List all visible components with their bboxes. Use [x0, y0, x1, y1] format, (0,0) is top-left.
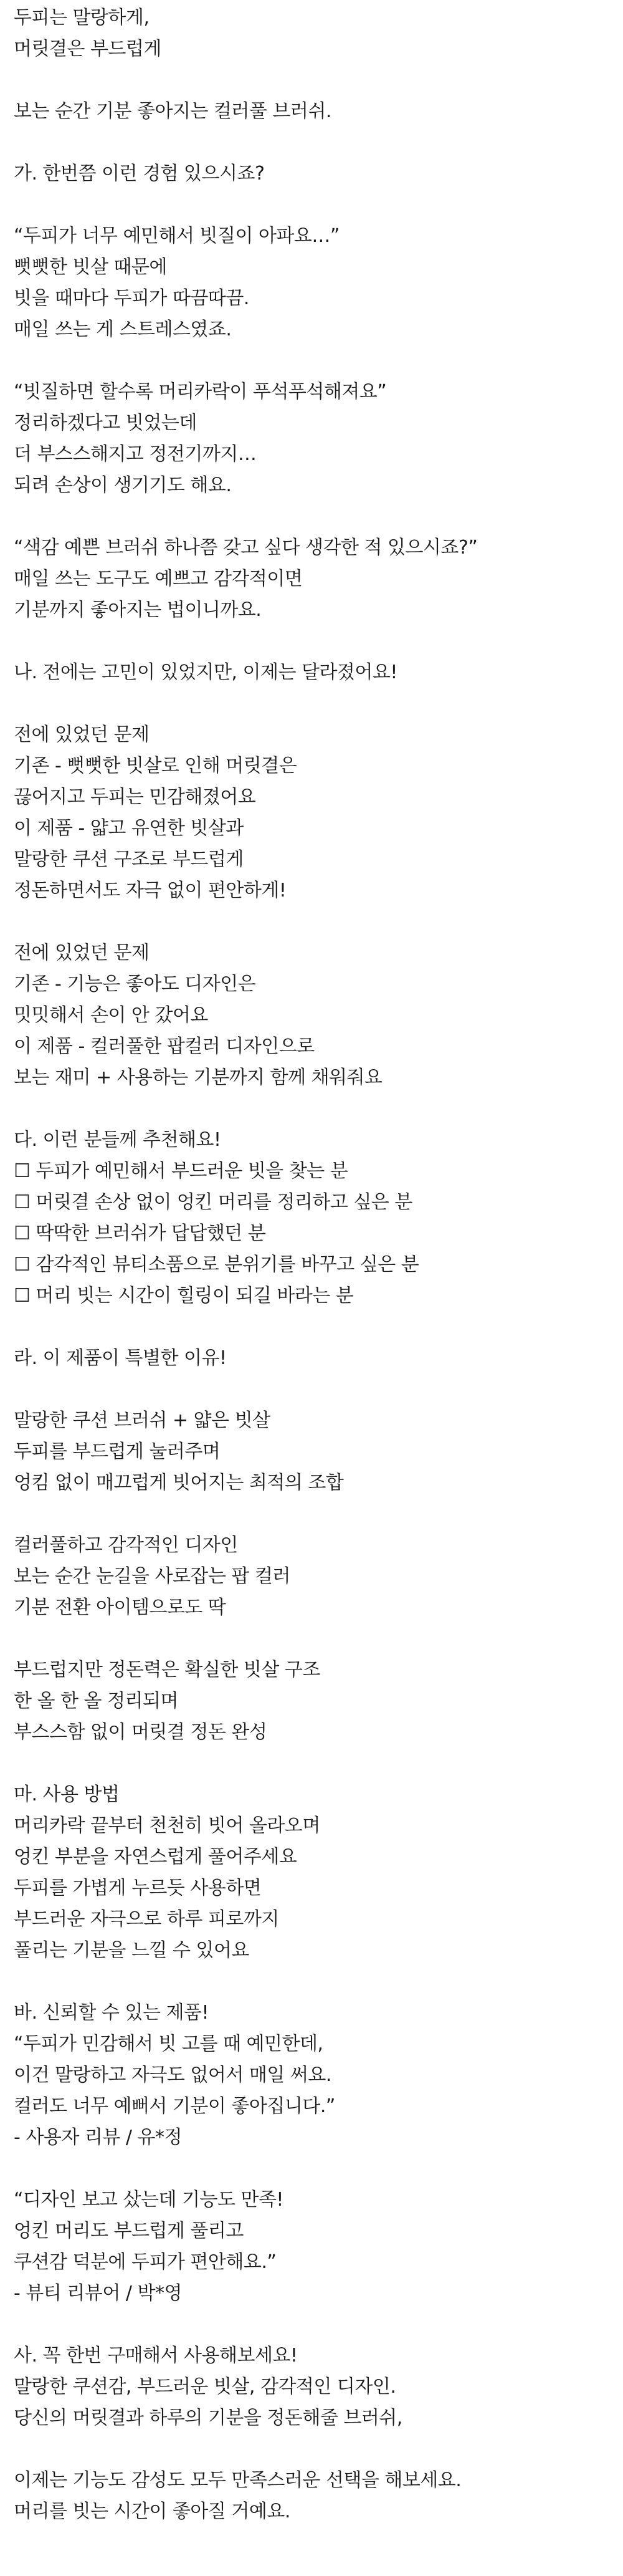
text-line: 이건 말랑하고 자극도 없어서 매일 써요. [14, 2064, 331, 2086]
text-line: “빗질하면 할수록 머리카락이 푸석푸석해져요” [14, 381, 387, 403]
text-block [14, 377, 612, 501]
text-line: 다. 이런 분들께 추천해요! [14, 1129, 221, 1151]
text-line: 사. 꼭 한번 구매해서 사용해보세요! [14, 2345, 298, 2367]
text-line: “색감 예쁜 브러쉬 하나쯤 갖고 싶다 생각한 적 있으시죠?” [14, 537, 478, 559]
text-block [14, 1405, 612, 1499]
text-line: 라. 이 제품이 특별한 이유! [14, 1347, 227, 1369]
text-line: 한 올 한 올 정리되며 [14, 1690, 178, 1712]
text-line: 컬러풀하고 감각적인 디자인 [14, 1534, 238, 1556]
text-line: 보는 순간 눈길을 사로잡는 팝 컬러 [14, 1565, 290, 1587]
text-block [14, 1125, 612, 1312]
text-block [14, 719, 612, 906]
text-line: 기존 - 기능은 좋아도 디자인은 [14, 973, 256, 995]
text-block [14, 221, 612, 345]
text-block [14, 158, 612, 190]
text-line: “두피가 민감해서 빗 고를 때 예민한데, [14, 2033, 323, 2055]
text-block [14, 532, 612, 626]
text-block [14, 1779, 612, 1966]
text-line: 매일 쓰는 게 스트레스였죠. [14, 319, 232, 340]
text-line: 전에 있었던 문제 [14, 942, 150, 964]
text-line: 말랑한 쿠션 브러쉬 + 얇은 빗살 [14, 1410, 270, 1431]
text-line: 풀리는 기분을 느낄 수 있어요 [14, 1939, 249, 1961]
text-line: 엉킴 없이 매끄럽게 빗어지는 최적의 조합 [14, 1472, 344, 1494]
text-line: 두피를 가볍게 누르듯 사용하면 [14, 1877, 262, 1899]
text-line: 더 부스스해지고 정전기까지… [14, 443, 257, 465]
text-block [14, 938, 612, 1093]
text-block [14, 657, 612, 688]
product-description-document [14, 0, 612, 2559]
text-line: 당신의 머릿결과 하루의 기분을 정돈해줄 브러쉬, [14, 2407, 402, 2429]
text-line: 보는 재미 + 사용하는 기분까지 함께 채워줘요 [14, 1067, 383, 1089]
text-line: 기존 - 뻣뻣한 빗살로 인해 머릿결은 [14, 755, 297, 777]
text-block [14, 1343, 612, 1374]
text-line: ☐ 머릿결 손상 없이 엉킨 머리를 정리하고 싶은 분 [14, 1191, 412, 1213]
text-line: 엉킨 머리도 부드럽게 풀리고 [14, 2220, 244, 2242]
text-line: 엉킨 부분을 자연스럽게 풀어주세요 [14, 1846, 297, 1868]
text-line: “디자인 보고 샀는데 기능도 만족! [14, 2189, 283, 2211]
text-block [14, 1530, 612, 1623]
text-line: 두피는 말랑하게, [14, 7, 150, 29]
text-line: ☐ 두피가 예민해서 부드러운 빗을 찾는 분 [14, 1160, 348, 1182]
text-block [14, 2184, 612, 2309]
text-line: 기분 전환 아이템으로도 딱 [14, 1597, 226, 1618]
text-line: 밋밋해서 손이 안 갔어요 [14, 1004, 208, 1026]
text-line: 끊어지고 두피는 민감해졌어요 [14, 786, 256, 808]
text-line: 이 제품 - 컬러풀한 팝컬러 디자인으로 [14, 1036, 315, 1057]
text-block [14, 2340, 612, 2434]
text-line: 바. 신뢰할 수 있는 제품! [14, 2002, 209, 2024]
text-block [14, 2465, 612, 2527]
text-line: 머릿결은 부드럽게 [14, 38, 161, 60]
text-line: ☐ 감각적인 뷰티소품으로 분위기를 바꾸고 싶은 분 [14, 1254, 419, 1276]
text-line: 머리카락 끝부터 천천히 빗어 올라오며 [14, 1815, 320, 1837]
text-line: 정리하겠다고 빗었는데 [14, 412, 197, 434]
text-line: 기분까지 좋아지는 법이니까요. [14, 599, 262, 621]
text-line: 말랑한 쿠션감, 부드러운 빗살, 감각적인 디자인. [14, 2376, 396, 2398]
text-line: 전에 있었던 문제 [14, 724, 150, 746]
text-block [14, 2, 612, 65]
text-line: 이 제품 - 얇고 유연한 빗살과 [14, 817, 244, 839]
text-line: 마. 사용 방법 [14, 1784, 120, 1805]
text-line: 이제는 기능도 감성도 모두 만족스러운 선택을 해보세요. [14, 2469, 462, 2491]
text-line: 빗을 때마다 두피가 따끔따끔. [14, 287, 249, 309]
text-line: 되려 손상이 생기기도 해요. [14, 474, 232, 496]
text-block [14, 96, 612, 127]
text-line: 정돈하면서도 자극 없이 편안하게! [14, 880, 287, 901]
text-line: 나. 전에는 고민이 있었지만, 이제는 달라졌어요! [14, 661, 397, 683]
text-line: 쿠션감 덕분에 두피가 편안해요.” [14, 2251, 277, 2273]
text-line: “두피가 너무 예민해서 빗질이 아파요…” [14, 225, 340, 247]
text-line: 부스스함 없이 머릿결 정돈 완성 [14, 1721, 267, 1743]
text-line: 부드러운 자극으로 하루 피로까지 [14, 1908, 279, 1930]
text-line: 두피를 부드럽게 눌러주며 [14, 1441, 221, 1463]
text-line: ☐ 딱딱한 브러쉬가 답답했던 분 [14, 1223, 266, 1244]
text-line: 가. 한번쯤 이런 경험 있으시죠? [14, 163, 265, 185]
text-line: 컬러도 너무 예뻐서 기분이 좋아집니다.” [14, 2095, 335, 2117]
text-block [14, 1655, 612, 1748]
text-line: 매일 쓰는 도구도 예쁘고 감각적이면 [14, 568, 303, 590]
text-line: 보는 순간 기분 좋아지는 컬러풀 브러쉬. [14, 100, 331, 122]
text-line: - 사용자 리뷰 / 유*정 [14, 2127, 182, 2148]
text-line: 머리를 빗는 시간이 좋아질 거예요. [14, 2501, 290, 2522]
text-line: 말랑한 쿠션 구조로 부드럽게 [14, 848, 244, 870]
text-line: 뻣뻣한 빗살 때문에 [14, 256, 167, 278]
text-line: - 뷰티 리뷰어 / 박*영 [14, 2282, 182, 2304]
text-block [14, 1997, 612, 2153]
text-line: ☐ 머리 빗는 시간이 힐링이 되길 바라는 분 [14, 1285, 354, 1307]
text-line: 부드럽지만 정돈력은 확실한 빗살 구조 [14, 1659, 320, 1681]
